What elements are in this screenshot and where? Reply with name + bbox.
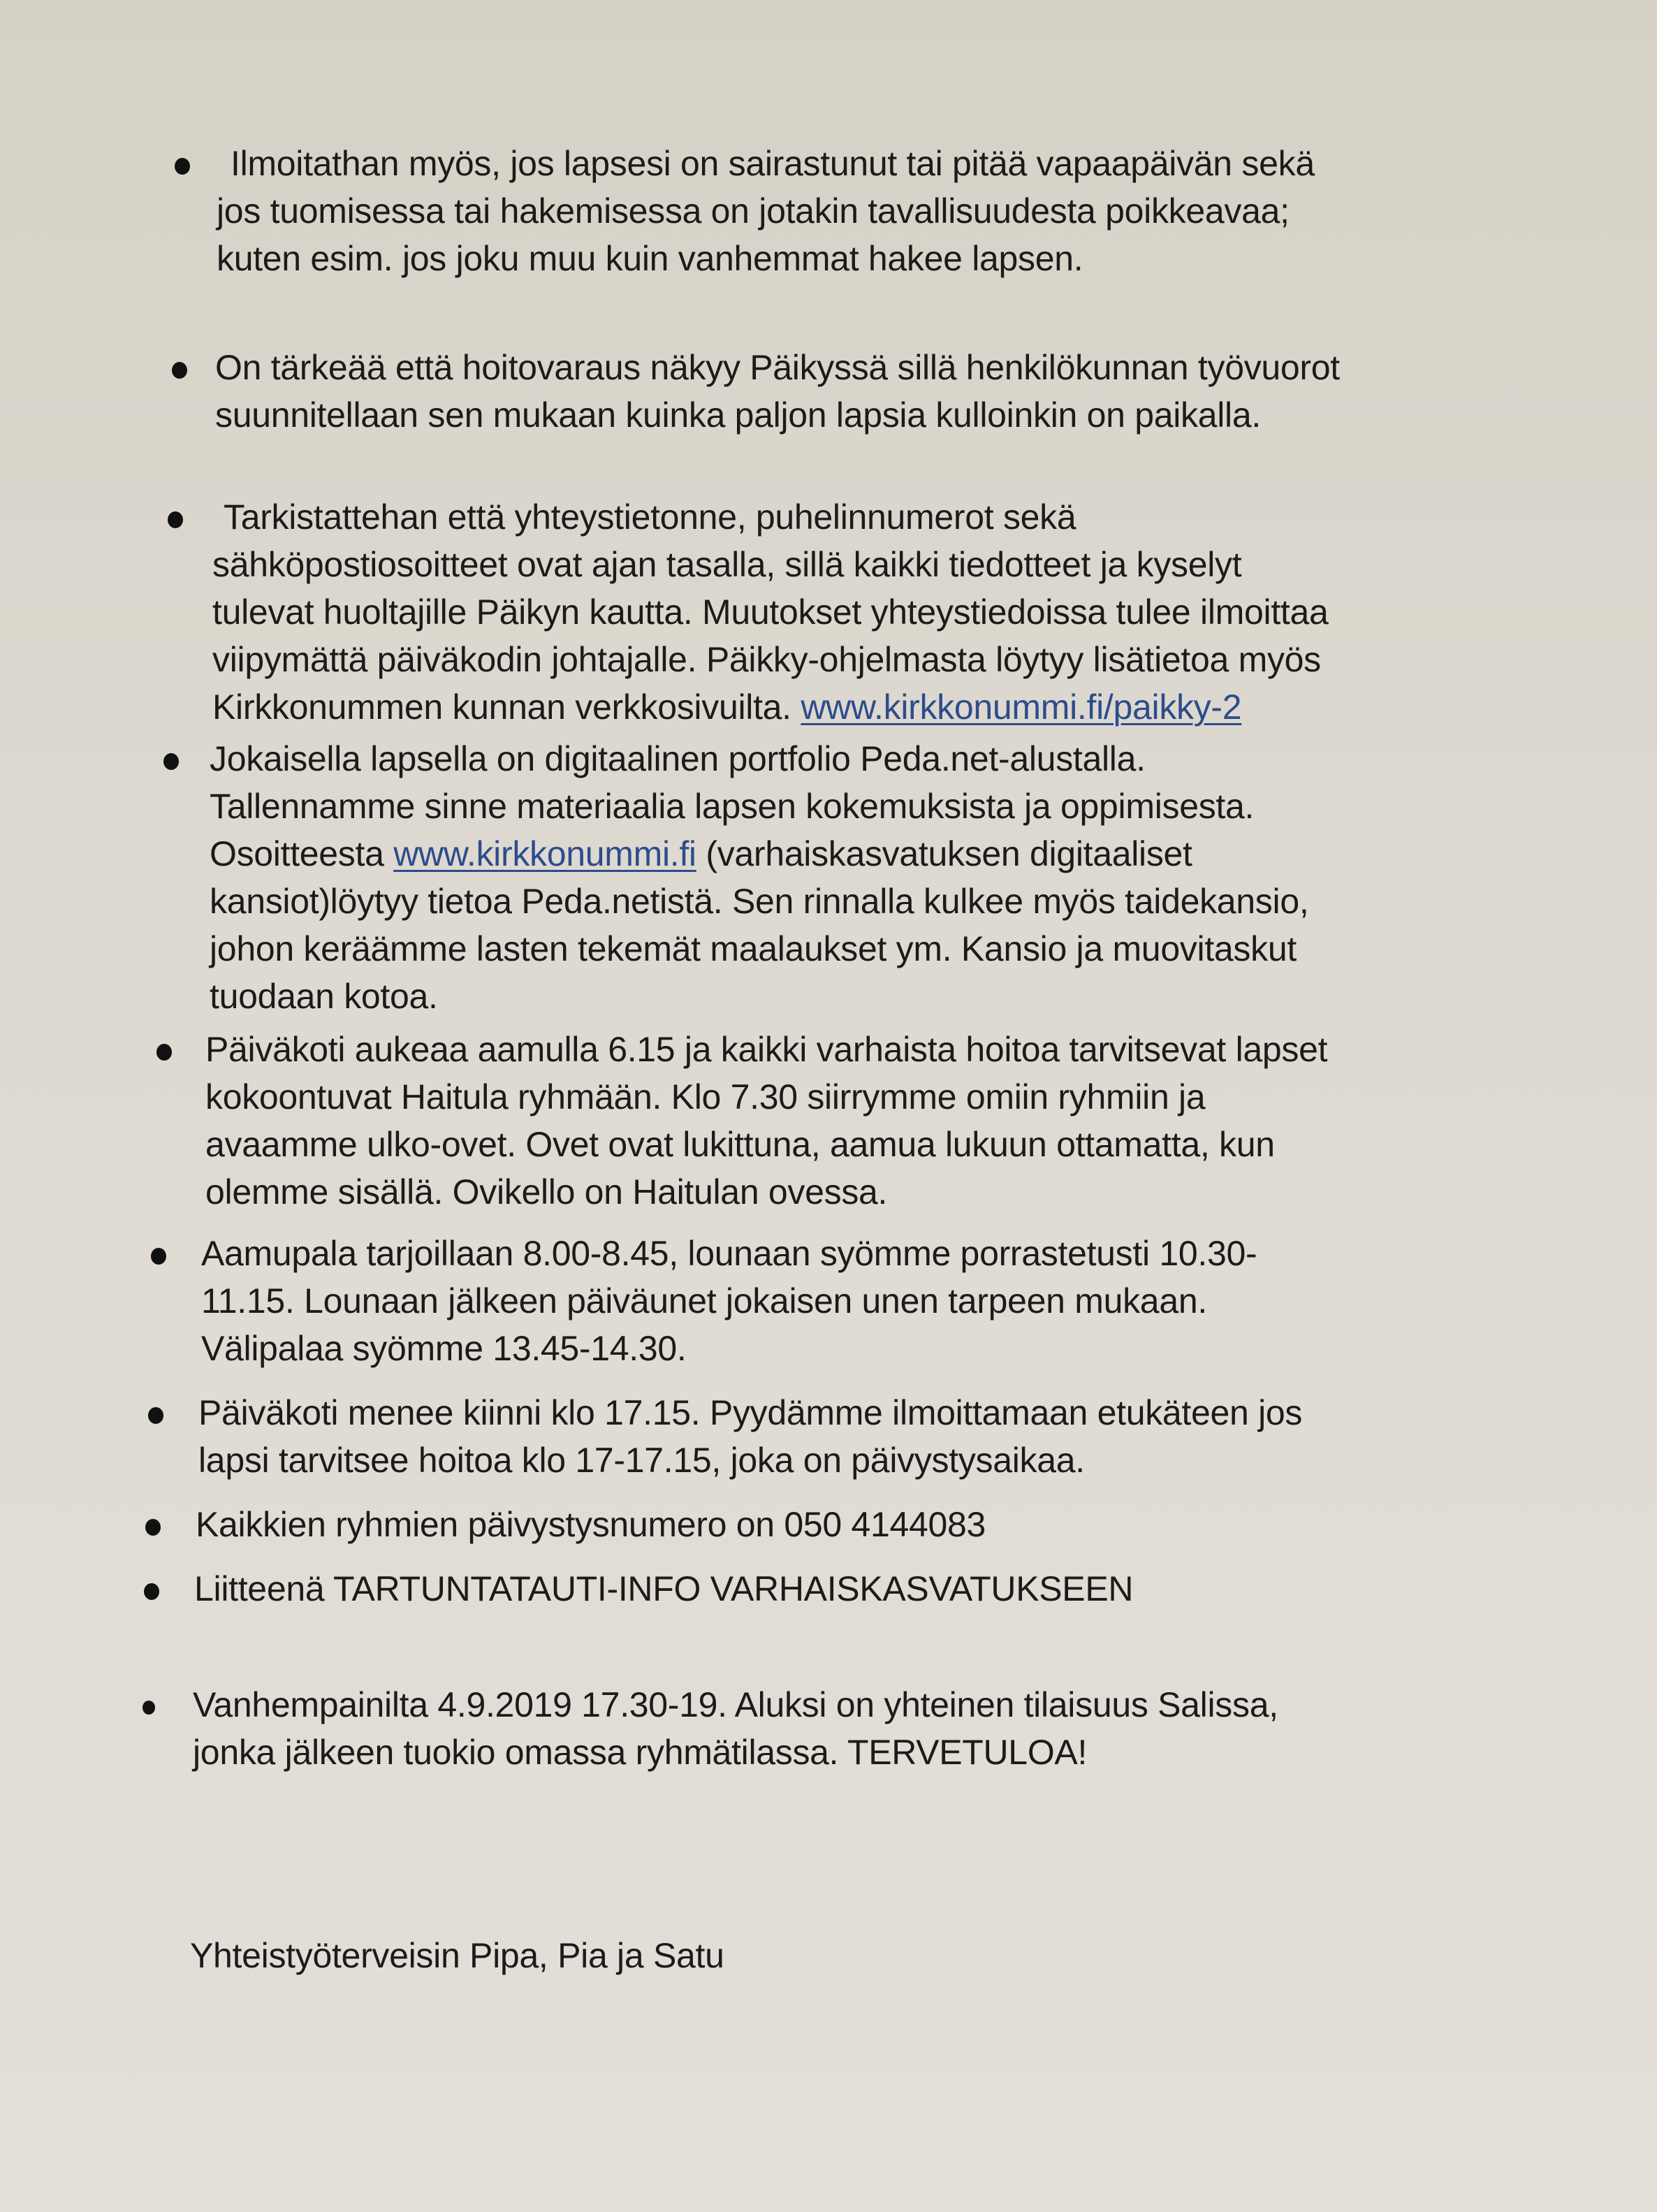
bullet-icon — [143, 1701, 155, 1715]
list-item — [205, 1026, 1561, 1216]
list-item — [198, 1389, 1568, 1484]
item-text-part: Jokaisella lapsella on digitaalinen portfolio Peda.net-alustalla. Tallennamme sinne materiaalia lapsen kokemuksista ja oppimisesta. Osoitteesta — [210, 739, 1255, 873]
bullet-icon — [175, 158, 190, 175]
item-text: Liitteenä TARTUNTATAUTI-INFO VARHAISKASVATUKSEEN — [194, 1569, 1134, 1608]
bullet-icon — [168, 511, 183, 528]
list-item — [201, 1230, 1556, 1372]
list-item — [215, 344, 1542, 439]
list-item — [210, 735, 1551, 1020]
bullet-icon — [163, 753, 179, 770]
bullet-icon — [144, 1583, 159, 1600]
item-text — [212, 493, 1554, 731]
item-text: On tärkeää että hoitovaraus näkyy Päikyssä sillä henkilökunnan työvuorot suunnitellaan sen mukaan kuinka paljon lapsia kulloinkin on paikalla. — [215, 348, 1340, 435]
item-text: Vanhempainilta 4.9.2019 17.30-19. Aluksi on yhteinen tilaisuus Salissa, jonka jälkeen tuokio omassa ryhmätilassa. TERVETULOA! — [193, 1685, 1278, 1772]
bullet-icon — [148, 1407, 163, 1424]
item-text-part: Tarkistattehan että yhteystietonne, puhelinnumerot sekä sähköpostiosoitteet ovat ajan tasalla, sillä kaikki tiedotteet ja kyselyt tulevat huoltajille Päikyn kautta. Muutokset yhteystiedoissa tulee ilmoittaa viipymättä päiväkodin johtajalle. Päikky-ohjelmasta löytyy lisätietoa myös Kirkkonummen kunnan verkkosivuilta. — [212, 497, 1329, 727]
list-item — [212, 493, 1554, 731]
item-text: Ilmoitathan myös, jos lapsesi on sairastunut tai pitää vapaapäivän sekä jos tuomisessa tai hakemisessa on jotakin tavallisuudesta poikkeavaa; kuten esim. jos joku muu kuin vanhemmat hakee lapsen. — [217, 144, 1315, 278]
item-text: Aamupala tarjoillaan 8.00-8.45, lounaan syömme porrastetusti 10.30- 11.15. Lounaan jälkeen päiväunet jokaisen unen tarpeen mukaan. Välipalaa syömme 13.45-14.30. — [201, 1234, 1257, 1368]
sign-off: Yhteistyöterveisin Pipa, Pia ja Satu — [190, 1936, 724, 1975]
item-text — [210, 735, 1551, 1020]
bullet-icon — [172, 362, 187, 379]
item-text: Kaikkien ryhmien päivystysnumero on 050 4144083 — [196, 1505, 986, 1544]
bullet-icon — [151, 1248, 166, 1265]
item-text-part: (varhaiskasvatuksen digitaaliset kansiot)löytyy tietoa Peda.netistä. Sen rinnalla kulkee myös taidekansio, johon keräämme lasten tekemät maalaukset ym. Kansio ja muovitaskut tuodaan kotoa. — [210, 834, 1309, 1016]
kirkkonummi-link[interactable]: www.kirkkonummi.fi — [393, 834, 696, 873]
list-item — [196, 1501, 1565, 1548]
paikky-link[interactable]: www.kirkkonummi.fi/paikky-2 — [801, 687, 1242, 727]
bullet-icon — [156, 1044, 172, 1061]
item-text: Päiväkoti aukeaa aamulla 6.15 ja kaikki varhaista hoitoa tarvitsevat lapset kokoontuvat Haitula ryhmään. Klo 7.30 siirrymme omiin ryhmiin ja avaamme ulko-ovet. Ovet ovat lukittuna, aamua lukuun ottamatta, kun olemme sisällä. Ovikello on Haitulan ovessa. — [205, 1030, 1328, 1211]
list-item — [217, 140, 1544, 282]
item-text: Päiväkoti menee kiinni klo 17.15. Pyydämme ilmoittamaan etukäteen jos lapsi tarvitsee hoitoa klo 17-17.15, joka on päivystysaikaa. — [198, 1393, 1303, 1480]
list-item — [194, 1565, 1563, 1613]
bullet-icon — [145, 1519, 161, 1536]
list-item — [193, 1681, 1576, 1776]
